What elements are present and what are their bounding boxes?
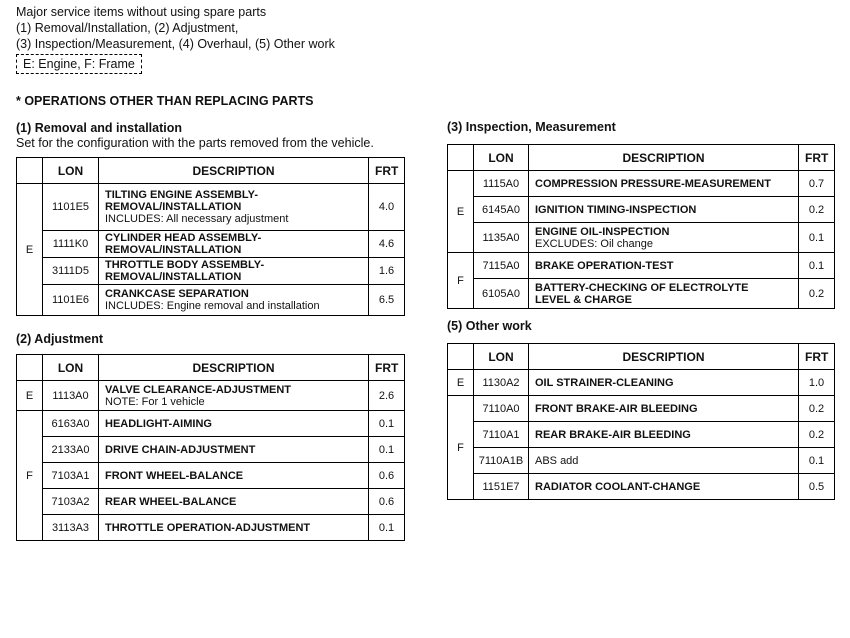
- description-cell: [529, 422, 799, 448]
- group-legend: E: Engine, F: Frame: [16, 54, 142, 74]
- frt-cell: 0.2: [799, 197, 835, 223]
- lon-cell: 7115A0: [474, 253, 529, 279]
- section-other-work: [447, 319, 835, 500]
- column-header-description: DESCRIPTION: [529, 344, 799, 370]
- operation-name: HEADLIGHT-AIMING: [105, 417, 212, 430]
- operation-name: THROTTLE OPERATION-ADJUSTMENT: [105, 521, 311, 534]
- operations-table: [447, 343, 835, 500]
- frt-cell: 0.1: [799, 223, 835, 253]
- lon-cell: 7110A1B: [474, 448, 529, 474]
- operation-note: NOTE: For 1 vehicle: [105, 395, 205, 408]
- description-cell: [99, 463, 369, 489]
- operation-name: REMOVAL/INSTALLATION: [105, 244, 242, 256]
- lon-cell: 1113A0: [43, 381, 99, 411]
- description-cell: [529, 474, 799, 500]
- section-title: (5) Other work: [447, 319, 532, 333]
- frt-cell: 0.1: [369, 411, 405, 437]
- group-cell: E: [17, 381, 43, 411]
- frt-cell: 0.1: [369, 515, 405, 541]
- group-cell: F: [448, 396, 474, 500]
- column-header-description: DESCRIPTION: [99, 158, 369, 184]
- lon-cell: 2133A0: [43, 437, 99, 463]
- description-cell: [529, 448, 799, 474]
- operation-name: BATTERY-CHECKING OF ELECTROLYTE: [535, 281, 749, 294]
- intro-line: (3) Inspection/Measurement, (4) Overhaul, (5) Other work: [16, 37, 335, 51]
- description-cell: [99, 285, 369, 316]
- operation-name: COMPRESSION PRESSURE-MEASUREMENT: [535, 177, 771, 190]
- frt-cell: 0.7: [799, 171, 835, 197]
- column-header-description: DESCRIPTION: [529, 145, 799, 171]
- column-header-frt: FRT: [799, 145, 835, 171]
- description-cell: [529, 370, 799, 396]
- frt-cell: 0.1: [799, 448, 835, 474]
- description-cell: [529, 279, 799, 309]
- description-cell: [529, 396, 799, 422]
- operations-table: [447, 144, 835, 309]
- group-cell: F: [448, 253, 474, 309]
- lon-cell: 6163A0: [43, 411, 99, 437]
- frt-cell: 0.2: [799, 279, 835, 309]
- description-cell: [99, 437, 369, 463]
- column-header-lon: LON: [474, 145, 529, 171]
- lon-cell: 1101E5: [43, 184, 99, 231]
- column-header-group: [448, 344, 474, 370]
- operation-name: BRAKE OPERATION-TEST: [535, 259, 674, 272]
- operation-name: OIL STRAINER-CLEANING: [535, 376, 674, 389]
- lon-cell: 1130A2: [474, 370, 529, 396]
- section-inspection-measurement: [447, 120, 835, 309]
- description-cell: [529, 171, 799, 197]
- frt-cell: 4.0: [369, 184, 405, 231]
- description-cell: [529, 223, 799, 253]
- lon-cell: 6145A0: [474, 197, 529, 223]
- column-header-frt: FRT: [799, 344, 835, 370]
- column-header-frt: FRT: [369, 158, 405, 184]
- operation-name: FRONT WHEEL-BALANCE: [105, 469, 244, 482]
- column-header-group: [17, 355, 43, 381]
- lon-cell: 1115A0: [474, 171, 529, 197]
- intro-line: Major service items without using spare parts: [16, 5, 267, 19]
- operation-name: REAR WHEEL-BALANCE: [105, 495, 237, 508]
- frt-cell: 4.6: [369, 231, 405, 258]
- frt-cell: 0.1: [369, 437, 405, 463]
- operation-name: CYLINDER HEAD ASSEMBLY-: [105, 232, 262, 244]
- operation-name: REMOVAL/INSTALLATION: [105, 201, 242, 213]
- lon-cell: 3113A3: [43, 515, 99, 541]
- column-header-frt: FRT: [369, 355, 405, 381]
- lon-cell: 1101E6: [43, 285, 99, 316]
- operation-note: ABS add: [535, 454, 579, 467]
- column-header-lon: LON: [474, 344, 529, 370]
- column-header-description: DESCRIPTION: [99, 355, 369, 381]
- lon-cell: 7103A1: [43, 463, 99, 489]
- lon-cell: 1111K0: [43, 231, 99, 258]
- column-header-group: [448, 145, 474, 171]
- group-cell: E: [448, 171, 474, 253]
- intro-text: [16, 4, 335, 74]
- operations-table: [16, 157, 405, 316]
- frt-cell: 1.0: [799, 370, 835, 396]
- operation-name: ENGINE OIL-INSPECTION: [535, 225, 670, 238]
- section-title: (2) Adjustment: [16, 332, 104, 346]
- section-subtitle: Set for the configuration with the parts removed from the vehicle.: [16, 136, 374, 150]
- operation-name: TILTING ENGINE ASSEMBLY-: [105, 189, 258, 201]
- column-header-group: [17, 158, 43, 184]
- section-removal-installation: [16, 121, 405, 316]
- operations-table: [16, 354, 405, 541]
- frt-cell: 2.6: [369, 381, 405, 411]
- operation-name: FRONT BRAKE-AIR BLEEDING: [535, 402, 698, 415]
- description-cell: [99, 184, 369, 231]
- section-adjustment: [16, 332, 405, 541]
- description-cell: [529, 197, 799, 223]
- lon-cell: 1151E7: [474, 474, 529, 500]
- description-cell: [99, 258, 369, 285]
- operation-name: DRIVE CHAIN-ADJUSTMENT: [105, 443, 256, 456]
- operation-note: INCLUDES: All necessary adjustment: [105, 213, 289, 225]
- frt-cell: 0.2: [799, 396, 835, 422]
- operation-name: IGNITION TIMING-INSPECTION: [535, 203, 697, 216]
- intro-line: (1) Removal/Installation, (2) Adjustment,: [16, 21, 239, 35]
- frt-cell: 0.1: [799, 253, 835, 279]
- lon-cell: 3111D5: [43, 258, 99, 285]
- description-cell: [99, 515, 369, 541]
- operation-name: REAR BRAKE-AIR BLEEDING: [535, 428, 691, 441]
- operation-note: EXCLUDES: Oil change: [535, 237, 653, 250]
- section-title: (3) Inspection, Measurement: [447, 120, 616, 134]
- lon-cell: 7103A2: [43, 489, 99, 515]
- description-cell: [99, 489, 369, 515]
- operation-name: REMOVAL/INSTALLATION: [105, 271, 242, 283]
- operation-note: INCLUDES: Engine removal and installation: [105, 300, 320, 312]
- description-cell: [99, 411, 369, 437]
- frt-cell: 6.5: [369, 285, 405, 316]
- column-header-lon: LON: [43, 158, 99, 184]
- lon-cell: 7110A1: [474, 422, 529, 448]
- operation-name: LEVEL & CHARGE: [535, 293, 632, 306]
- group-cell: E: [448, 370, 474, 396]
- operation-name: CRANKCASE SEPARATION: [105, 288, 249, 300]
- lon-cell: 1135A0: [474, 223, 529, 253]
- description-cell: [99, 231, 369, 258]
- lon-cell: 7110A0: [474, 396, 529, 422]
- section-title: (1) Removal and installation: [16, 121, 183, 135]
- operation-name: THROTTLE BODY ASSEMBLY-: [105, 259, 265, 271]
- frt-cell: 0.6: [369, 463, 405, 489]
- operation-name: VALVE CLEARANCE-ADJUSTMENT: [105, 383, 291, 396]
- frt-cell: 0.2: [799, 422, 835, 448]
- group-cell: E: [17, 184, 43, 316]
- frt-cell: 0.5: [799, 474, 835, 500]
- column-header-lon: LON: [43, 355, 99, 381]
- lon-cell: 6105A0: [474, 279, 529, 309]
- operation-name: RADIATOR COOLANT-CHANGE: [535, 480, 701, 493]
- group-cell: F: [17, 411, 43, 541]
- description-cell: [99, 381, 369, 411]
- description-cell: [529, 253, 799, 279]
- operations-heading: * OPERATIONS OTHER THAN REPLACING PARTS: [16, 94, 314, 108]
- frt-cell: 1.6: [369, 258, 405, 285]
- frt-cell: 0.6: [369, 489, 405, 515]
